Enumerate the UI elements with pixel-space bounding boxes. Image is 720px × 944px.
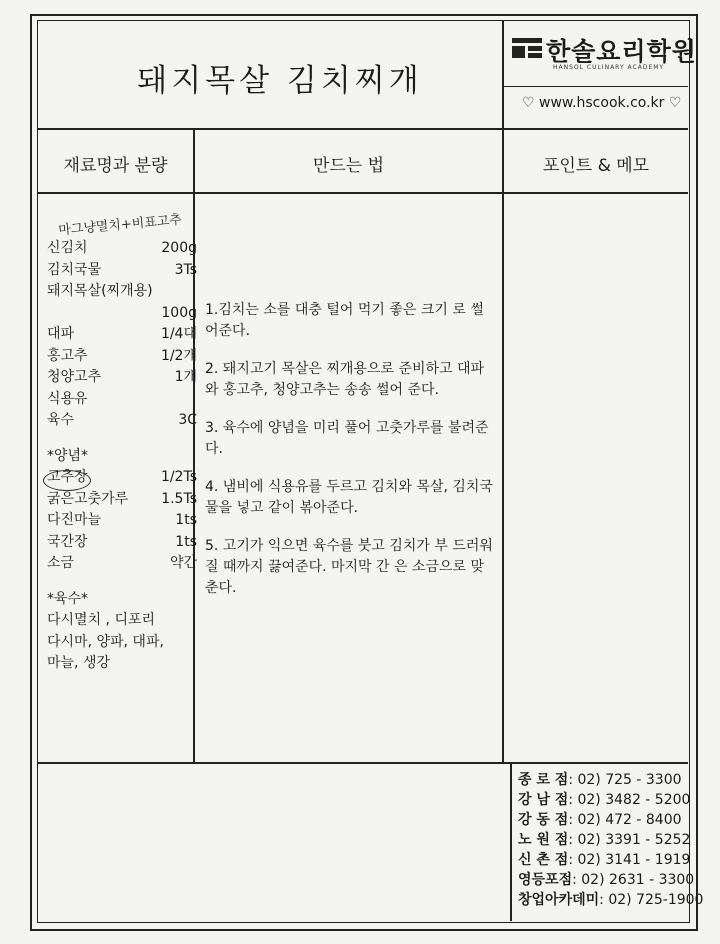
branch-name: 영등포점 (518, 872, 573, 888)
method-steps (205, 300, 495, 616)
footer-divider (38, 762, 688, 764)
ingredient-row (47, 367, 197, 389)
ingredient-row (47, 632, 197, 654)
ingredient-name: 청양고추 (47, 369, 102, 385)
branch-list (518, 770, 704, 910)
ingredient-row (47, 510, 197, 532)
branch-item (518, 890, 704, 910)
academy-name: 한솔요리학원 (546, 37, 697, 66)
ingredient-amount: 1/2개 (160, 347, 197, 364)
ingredient-row (47, 575, 197, 589)
column-header-divider (38, 192, 688, 194)
ingredient-amount: 100g (161, 304, 197, 321)
ingredient-amount: 1.5Ts (161, 490, 197, 507)
ingredients-header: 재료명과 분량 (63, 156, 168, 176)
ingredient-name: 국간장 (47, 533, 88, 550)
header-divider (38, 128, 688, 130)
step-5: 5. 고기가 익으면 육수를 붓고 김치가 부 드러워 질 때까지 끓여준다. 마지막 간 은 소금으로 맞춘다. (205, 538, 493, 596)
step-3: 3. 육수에 양념을 미리 풀어 고춧가루를 불려준다. (205, 420, 489, 457)
ingredient-name: 소금 (47, 555, 75, 571)
branch-phone: : 02) 3141 - 1919 (568, 852, 691, 868)
ingredient-name: *양념* (47, 447, 89, 464)
ingredient-row (47, 389, 197, 411)
branch-phone: : 02) 3482 - 5200 (568, 792, 691, 808)
ingredient-name: 다시마, 양파, 대파, (47, 633, 164, 650)
footer-branches-divider (510, 762, 512, 921)
ingredient-amount: 1/2Ts (160, 469, 197, 485)
academy-logo-icon (512, 36, 542, 60)
branch-item (518, 850, 698, 870)
ingredient-row (47, 653, 197, 675)
memo-header: 포인트 & 메모 (542, 156, 650, 176)
ingredient-name: 대파 (47, 326, 75, 342)
branch-item (518, 770, 698, 790)
step-4: 4. 냄비에 식용유를 두르고 김치와 목살, 김치국물을 넣고 같이 볶아준다. (205, 479, 493, 516)
ingredient-row (47, 553, 197, 575)
method-header: 만드는 법 (312, 156, 385, 176)
branch-phone: : 02) 725 - 3300 (568, 772, 682, 788)
branch-name: 강 동 점 (518, 812, 569, 828)
ingredient-row (47, 324, 197, 346)
step-1: 1.김치는 소를 대충 털어 먹기 좋은 크기 로 썰어준다. (205, 302, 484, 339)
ingredient-name: 다진마늘 (47, 512, 102, 528)
ingredient-name: 다시멸치 , 디포리 (47, 612, 156, 628)
ingredient-amount: 1ts (175, 533, 197, 550)
ingredient-name: 마늘, 생강 (47, 655, 110, 671)
branch-phone: : 02) 3391 - 5252 (568, 832, 691, 848)
ingredient-row (47, 303, 197, 325)
title-logo-divider (502, 20, 504, 128)
ingredient-amount: 약간 (169, 555, 197, 571)
ingredient-row (47, 610, 197, 632)
ingredient-name: 김치국물 (47, 261, 102, 278)
recipe-title: 돼지목살 김치찌개 (137, 63, 423, 99)
ingredient-row (47, 467, 197, 489)
ingredient-name: 굵은고춧가루 (47, 490, 129, 507)
ingredient-row (47, 532, 197, 554)
branch-phone: : 02) 472 - 8400 (568, 812, 682, 828)
ingredient-row (47, 410, 197, 432)
ingredient-row (47, 260, 197, 282)
ingredient-name: 돼지목살(찌개용) (47, 283, 153, 299)
branch-name: 노 원 점 (518, 832, 569, 848)
branch-name: 강 남 점 (518, 792, 569, 808)
academy-subtitle: HANSOL CULINARY ACADEMY (553, 64, 665, 71)
section-label-seasoning (47, 446, 197, 468)
ingredient-name: 홍고추 (47, 347, 88, 364)
ingredient-name: 식용유 (47, 390, 88, 407)
ingredient-amount: 200g (161, 240, 197, 256)
ingredient-list (47, 238, 197, 675)
branch-item (518, 830, 698, 850)
step-2: 2. 돼지고기 목살은 찌개용으로 준비하고 대파와 홍고추, 청양고추는 송송 썰어 준다. (205, 361, 485, 398)
section-label-stock (47, 589, 197, 611)
logo-url-divider (503, 86, 688, 87)
ingredient-amount: 1ts (175, 512, 197, 528)
branch-item (518, 790, 698, 810)
website-url[interactable]: ♡ www.hscook.co.kr ♡ (522, 95, 682, 111)
branch-item (518, 870, 698, 890)
branch-name: 신 촌 점 (518, 852, 569, 868)
branch-name: 종 로 점 (518, 772, 569, 788)
ingredient-row (47, 489, 197, 511)
ingredient-name: 육수 (47, 412, 75, 428)
ingredient-row (47, 432, 197, 446)
ingredient-name: 신김치 (47, 240, 88, 256)
ingredient-row (47, 238, 197, 260)
ingredient-row (47, 346, 197, 368)
ingredient-amount: 1/4대 (160, 326, 197, 342)
ingredient-name: *육수* (47, 590, 89, 607)
ingredient-name: 고추장 (47, 469, 88, 485)
branch-name: 창업아카데미 (518, 892, 600, 908)
branch-phone: : 02) 725-1900 (599, 892, 704, 908)
ingredient-amount: 3Ts (174, 261, 197, 278)
ingredient-row (47, 281, 197, 303)
branch-phone: : 02) 2631 - 3300 (572, 872, 695, 888)
handwritten-note: 마그냥멸치+비표고추 (57, 212, 183, 239)
ingredient-amount: 1개 (174, 369, 197, 385)
ingredient-amount: 3C (178, 412, 197, 428)
branch-item (518, 810, 698, 830)
method-memo-divider (502, 128, 504, 762)
